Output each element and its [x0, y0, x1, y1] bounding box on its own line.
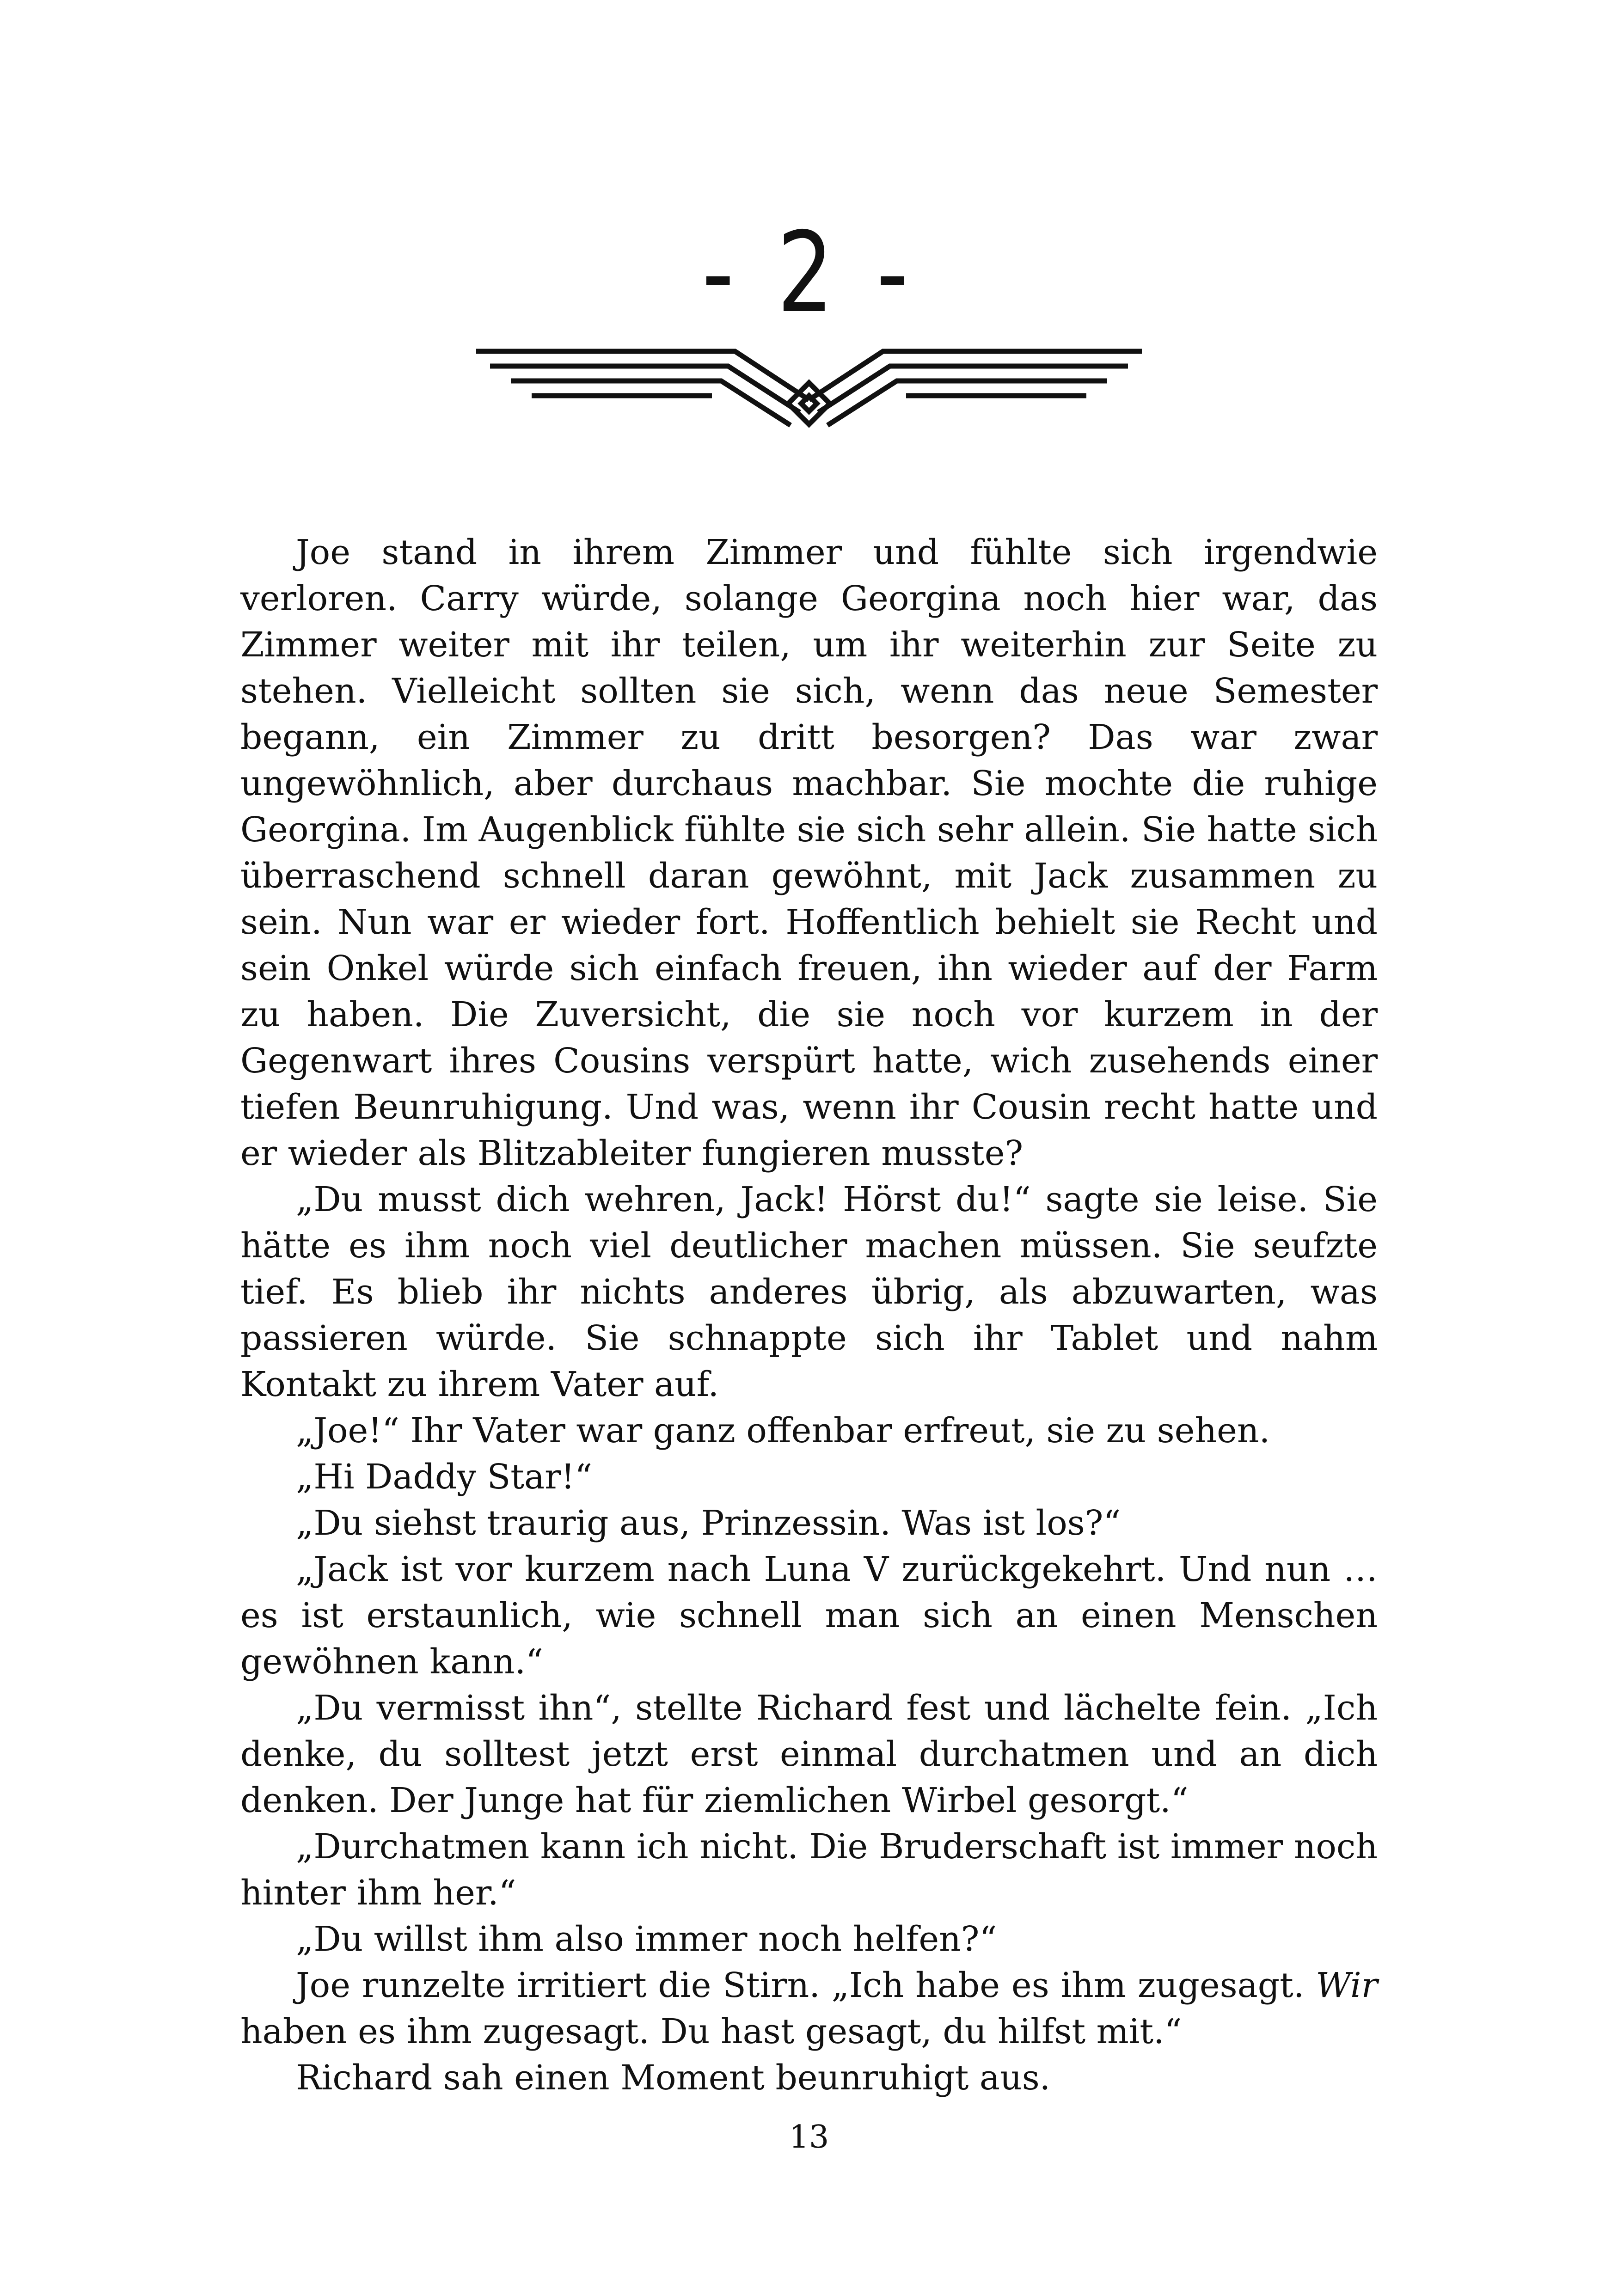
paragraph: „Du musst dich wehren, Jack! Hörst du!“ sagte sie leise. Sie hätte es ihm noch viel deutlicher machen müssen. Sie seufzte tief. Es blieb ihr nichts anderes übrig, als abzuwarten, was passieren würde. Sie schnappte sich ihr Tablet und nahm Kontakt zu ihrem Vater auf. [240, 1180, 1378, 1404]
paragraph: „Hi Daddy Star!“ [296, 1457, 593, 1497]
paragraph: „Du willst ihm also immer noch helfen?“ [296, 1919, 997, 1959]
paragraph: „Du vermisst ihn“, stellte Richard fest und lächelte fein. „Ich denke, du solltest jetzt erst einmal durchatmen und an dich denken. Der Junge hat für ziemlichen Wirbel gesorgt.“ [240, 1688, 1378, 1820]
chapter-number: - 2 - [702, 208, 916, 337]
emphasized-word: Wir [1316, 1965, 1378, 2005]
paragraph: Joe stand in ihrem Zimmer und fühlte sich irgendwie verloren. Carry würde, solange Georgina noch hier war, das Zimmer weiter mit ihr teilen, um ihr weiterhin zur Seite zu stehen. Vielleicht sollten sie sich, wenn das neue Semester begann, ein Zimmer zu dritt besorgen? Das war zwar ungewöhnlich, aber durchaus machbar. Sie mochte die ruhige Georgina. Im Augenblick fühlte sie sich sehr allein. Sie hatte sich überraschend schnell daran gewöhnt, mit Jack zusammen zu sein. Nun war er wieder fort. Hoffentlich behielt sie Recht und sein Onkel würde sich einfach freuen, ihn wieder auf der Farm zu haben. Die Zuversicht, die sie noch vor kurzem in der Gegenwart ihres Cousins verspürt hatte, wich zusehends einer tiefen Beunruhigung. Und was, wenn ihr Cousin recht hatte und er wieder als Blitzableiter fungieren musste? [240, 533, 1378, 1173]
paragraph: Richard sah einen Moment beunruhigt aus. [296, 2058, 1051, 2098]
art-deco-divider-ornament-icon [476, 314, 1142, 435]
paragraph: „Du siehst traurig aus, Prinzessin. Was ist los?“ [296, 1503, 1121, 1543]
paragraph: „Joe!“ Ihr Vater war ganz offenbar erfreut, sie zu sehen. [296, 1411, 1270, 1451]
chapter-body-text [240, 529, 1378, 2101]
paragraph: „Jack ist vor kurzem nach Luna V zurückgekehrt. Und nun … es ist erstaunlich, wie schnell man sich an einen Menschen gewöhnen kann.“ [240, 1549, 1378, 1682]
paragraph-text: Joe runzelte irritiert die Stirn. „Ich habe es ihm zugesagt. [296, 1965, 1316, 2005]
paragraph: „Durchatmen kann ich nicht. Die Bruderschaft ist immer noch hinter ihm her.“ [240, 1827, 1378, 1913]
paragraph [240, 1962, 1378, 2055]
paragraph-text: haben es ihm zugesagt. Du hast gesagt, du hilfst mit.“ [240, 2012, 1182, 2051]
page-number: 13 [789, 2119, 829, 2155]
